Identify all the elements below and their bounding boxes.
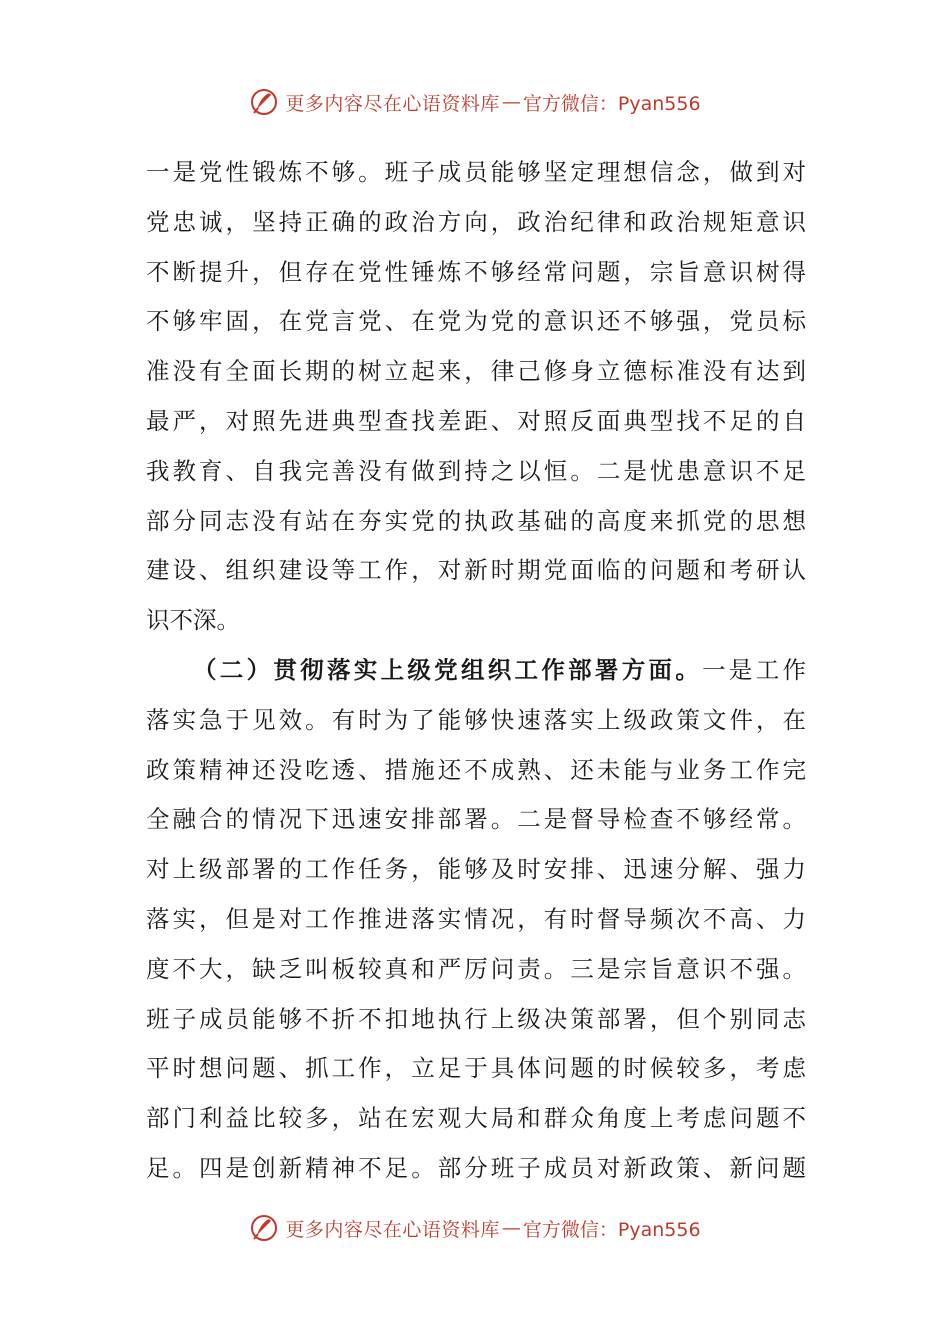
text-line: 一是党性锻炼不够。班子成员能够坚定理想信念，做到对 — [146, 158, 806, 186]
text-line: 全融合的情况下迅速安排部署。二是督导检查不够经常。 — [146, 805, 806, 834]
text-line: 不够牢固，在党言党、在党为党的意识还不够强，党员标 — [146, 307, 806, 336]
text-line: 对上级部署的工作任务，能够及时安排、迅速分解、强力 — [146, 855, 806, 884]
text-line: 度不大，缺乏叫板较真和严厉问责。三是宗旨意识不强。 — [146, 954, 806, 983]
watermark-dash: — — [501, 91, 521, 113]
text-line: 党忠诚，坚持正确的政治方向，政治纪律和政治规矩意识 — [146, 207, 806, 236]
watermark-text: 更多内容尽在心语资料库 — [285, 1218, 500, 1241]
text-line: 建设、组织建设等工作，对新时期党面临的问题和考研认 — [146, 556, 806, 585]
text-line: 平时想问题、抓工作，立足于具体问题的时候较多，考虑 — [146, 1054, 806, 1083]
document-body — [146, 148, 806, 1194]
text-line: 识不深。 — [146, 606, 240, 635]
text-line: 准没有全面长期的树立起来，律己修身立德标准没有达到 — [146, 357, 806, 386]
watermark-text: 更多内容尽在心语资料库 — [285, 92, 500, 115]
header-watermark — [0, 82, 950, 122]
section-heading-line — [146, 646, 806, 696]
section-heading-tail: 一是工作 — [702, 655, 806, 684]
footer-watermark — [0, 1208, 950, 1248]
text-line: 部门利益比较多，站在宏观大局和群众角度上考虑问题不 — [146, 1104, 806, 1133]
text-line: 部分同志没有站在夯实党的执政基础的高度来抓党的思想 — [146, 506, 806, 535]
text-line: 最严，对照先进典型查找差距、对照反面典型找不足的自 — [146, 406, 806, 435]
text-line: 落实，但是对工作推进落实情况，有时督导频次不高、力 — [146, 904, 806, 933]
text-line: 班子成员能够不折不扣地执行上级决策部署，但个别同志 — [146, 1004, 806, 1033]
watermark-dash: — — [501, 1217, 521, 1239]
quill-logo-icon — [249, 87, 279, 117]
text-line: 落实急于见效。有时为了能够快速落实上级政策文件，在 — [146, 705, 806, 734]
text-line: 不断提升，但存在党性锤炼不够经常问题，宗旨意识树得 — [146, 257, 806, 286]
quill-logo-icon — [249, 1213, 279, 1243]
watermark-handle: 官方微信：Pyan556 — [522, 92, 701, 115]
text-line: 我教育、自我完善没有做到持之以恒。二是忧患意识不足 — [146, 456, 806, 485]
section-heading: （二）贯彻落实上级党组织工作部署方面。 — [193, 655, 703, 684]
watermark-handle: 官方微信：Pyan556 — [522, 1218, 701, 1241]
text-line: 足。四是创新精神不足。部分班子成员对新政策、新问题 — [146, 1153, 806, 1182]
text-line: 政策精神还没吃透、措施还不成熟、还未能与业务工作完 — [146, 755, 806, 784]
